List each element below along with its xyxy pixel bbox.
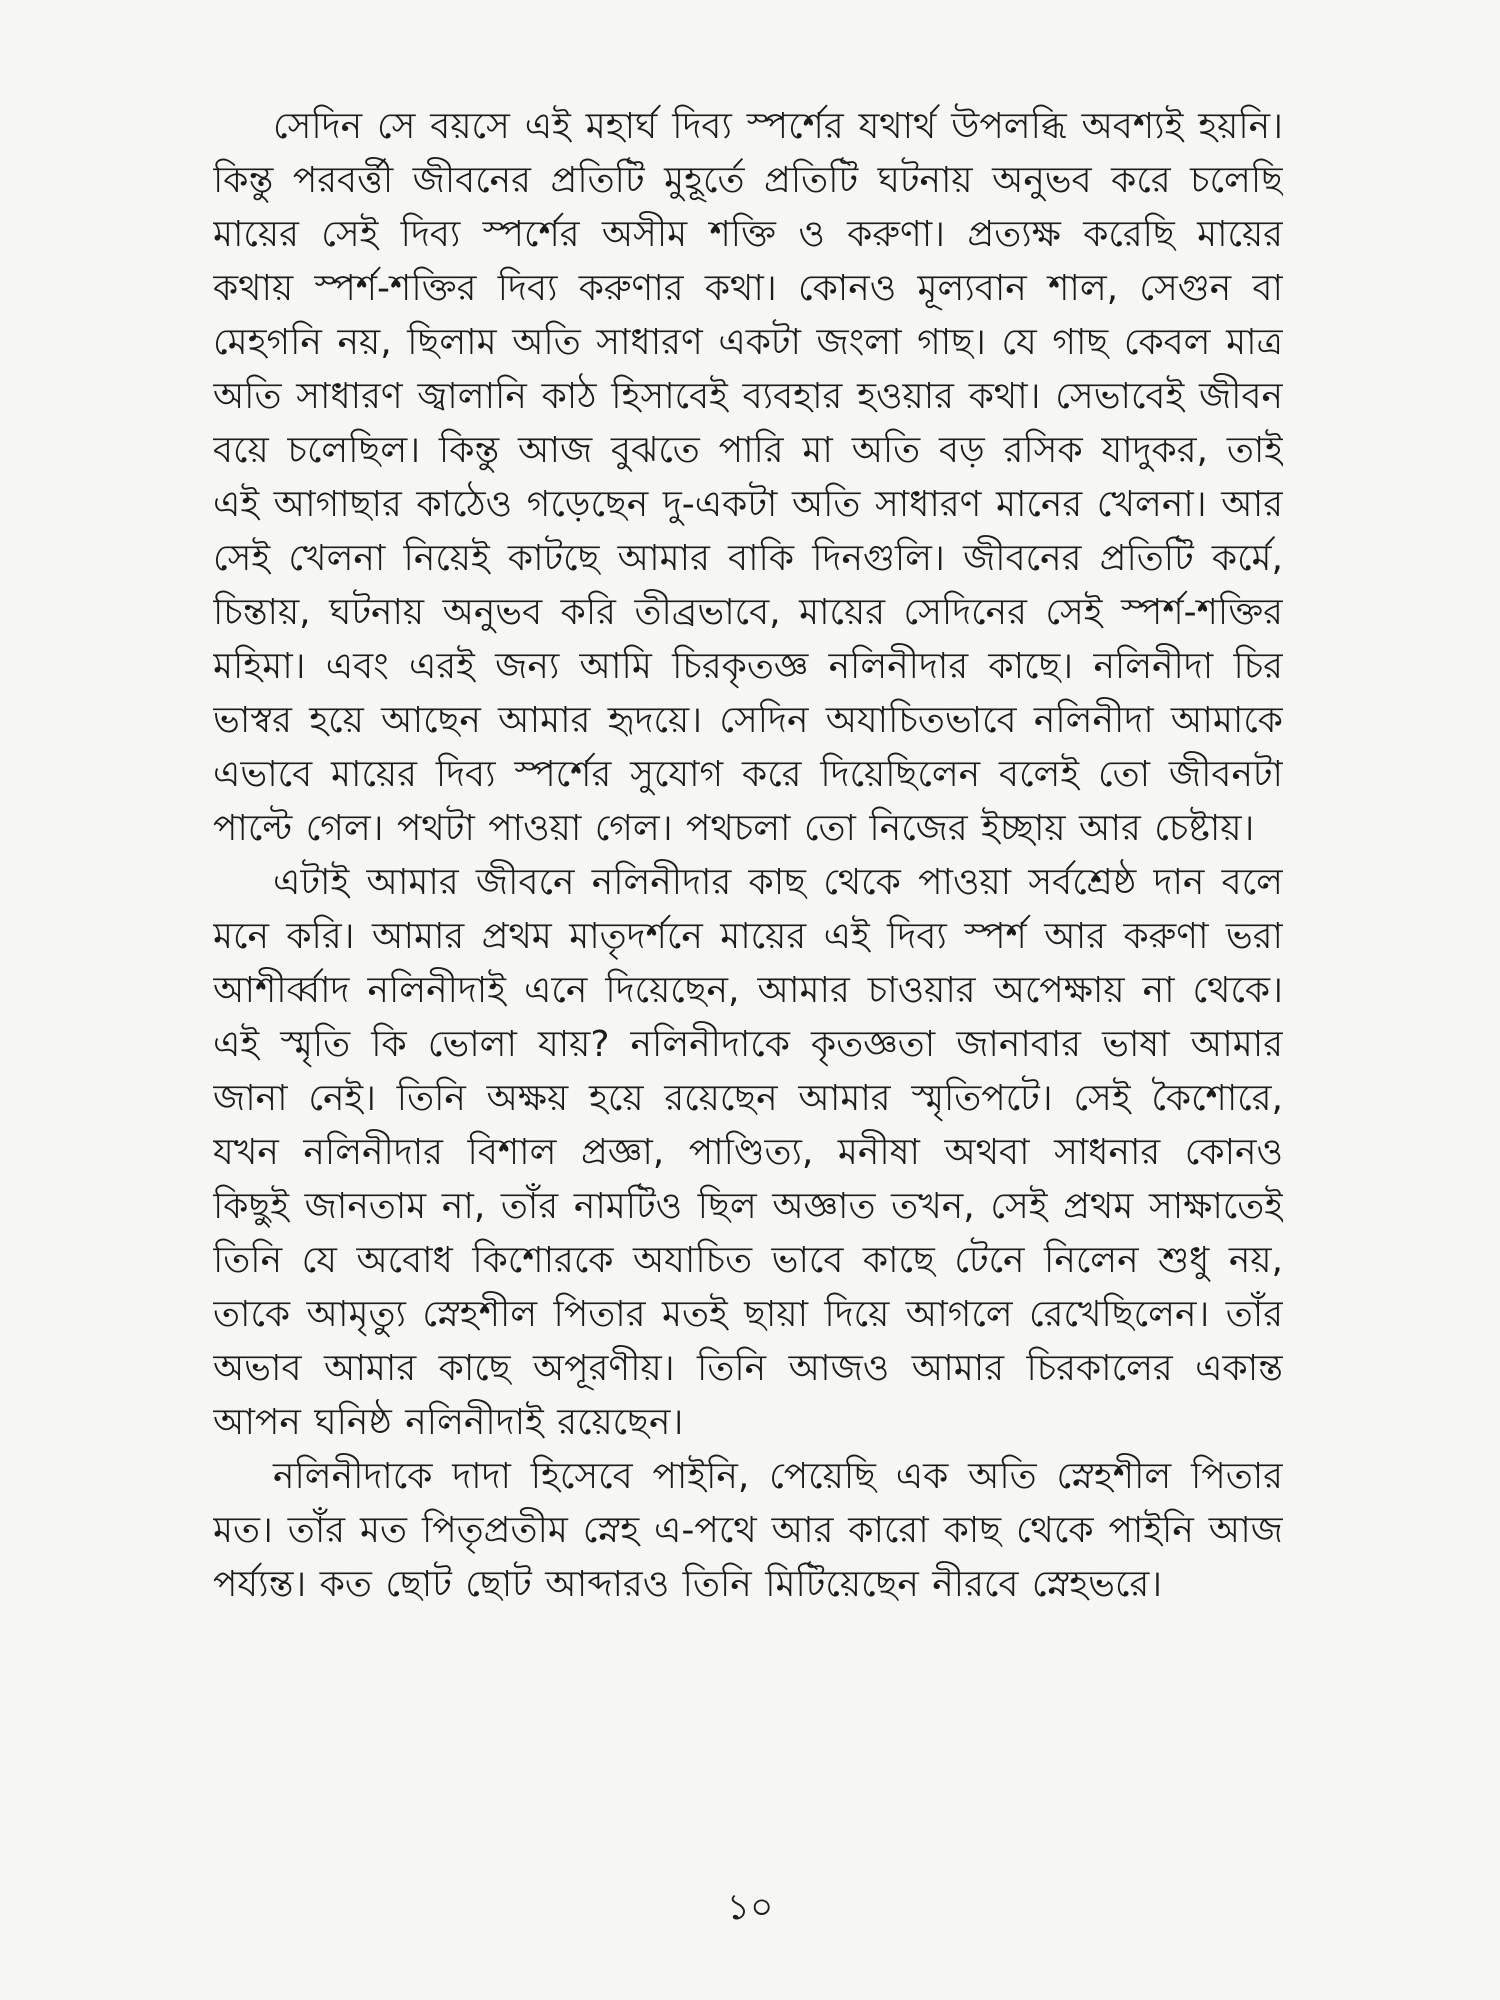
paragraph: সেদিন সে বয়সে এই মহার্ঘ দিব্য স্পর্শের যথার্থ উপলব্ধি অবশ্যই হয়নি। কিন্তু পরবর্ত্তী জীবনের প্রতিটি মুহূর্তে প্রতিটি ঘটনায় অনুভব করে চলেছি মায়ের সেই দিব্য স্পর্শের অসীম শক্তি ও করুণা। প্রত্যক্ষ করেছি মায়ের কথায় স্পর্শ-শক্তির দিব্য করুণার কথা। কোনও মূল্যবান শাল, সেগুন বা মেহগনি নয়, ছিলাম অতি সাধারণ একটা জংলা গাছ। যে গাছ কেবল মাত্র অতি সাধারণ জ্বালানি কাঠ হিসাবেই ব্যবহার হওয়ার কথা। সেভাবেই জীবন বয়ে চলেছিল। কিন্তু আজ বুঝতে পারি মা অতি বড় রসিক যাদুকর, তাই এই আগাছার কাঠেও গড়েছেন দু-একটা অতি সাধারণ মানের খেলনা। আর সেই খেলনা নিয়েই কাটছে আমার বাকি দিনগুলি। জীবনের প্রতিটি কর্মে, চিন্তায়, ঘটনায় অনুভব করি তীব্রভাবে, মায়ের সেদিনের সেই স্পর্শ-শক্তির মহিমা। এবং এরই জন্য আমি চিরকৃতজ্ঞ নলিনীদার কাছে। নলিনীদা চির ভাস্বর হয়ে আছেন আমার হৃদয়ে। সেদিন অযাচিতভাবে নলিনীদা আমাকে এভাবে মায়ের দিব্য স্পর্শের সুযোগ করে দিয়েছিলেন বলেই তো জীবনটা পাল্টে গেল। পথটা পাওয়া গেল। পথচলা তো নিজের ইচ্ছায় আর চেষ্টায়। <box>213 106 1283 849</box>
paragraph: নলিনীদাকে দাদা হিসেবে পাইনি, পেয়েছি এক অতি স্নেহশীল পিতার মত। তাঁর মত পিতৃপ্রতীম স্নেহ এ-পথে আর কারো কাছ থেকে পাইনি আজ পর্য্যন্ত। কত ছোট ছোট আব্দারও তিনি মিটিয়েছেন নীরবে স্নেহভরে। <box>213 1456 1283 1605</box>
body-text <box>213 100 1283 1860</box>
page-number: ১০ <box>726 1887 774 1928</box>
paragraph: এটাই আমার জীবনে নলিনীদার কাছ থেকে পাওয়া সর্বশ্রেষ্ঠ দান বলে মনে করি। আমার প্রথম মাতৃদর্শনে মায়ের এই দিব্য স্পর্শ আর করুণা ভরা আশীর্ব্বাদ নলিনীদাই এনে দিয়েছেন, আমার চাওয়ার অপেক্ষায় না থেকে। এই স্মৃতি কি ভোলা যায়? নলিনীদাকে কৃতজ্ঞতা জানাবার ভাষা আমার জানা নেই। তিনি অক্ষয় হয়ে রয়েছেন আমার স্মৃতিপটে। সেই কৈশোরে, যখন নলিনীদার বিশাল প্রজ্ঞা, পাণ্ডিত্য, মনীষা অথবা সাধনার কোনও কিছুই জানতাম না, তাঁর নামটিও ছিল অজ্ঞাত তখন, সেই প্রথম সাক্ষাতেই তিনি যে অবোধ কিশোরকে অযাচিত ভাবে কাছে টেনে নিলেন শুধু নয়, তাকে আমৃত্যু স্নেহশীল পিতার মতই ছায়া দিয়ে আগলে রেখেছিলেন। তাঁর অভাব আমার কাছে অপূরণীয়। তিনি আজও আমার চিরকালের একান্ত আপন ঘনিষ্ঠ নলিনীদাই রয়েছেন। <box>213 862 1283 1443</box>
